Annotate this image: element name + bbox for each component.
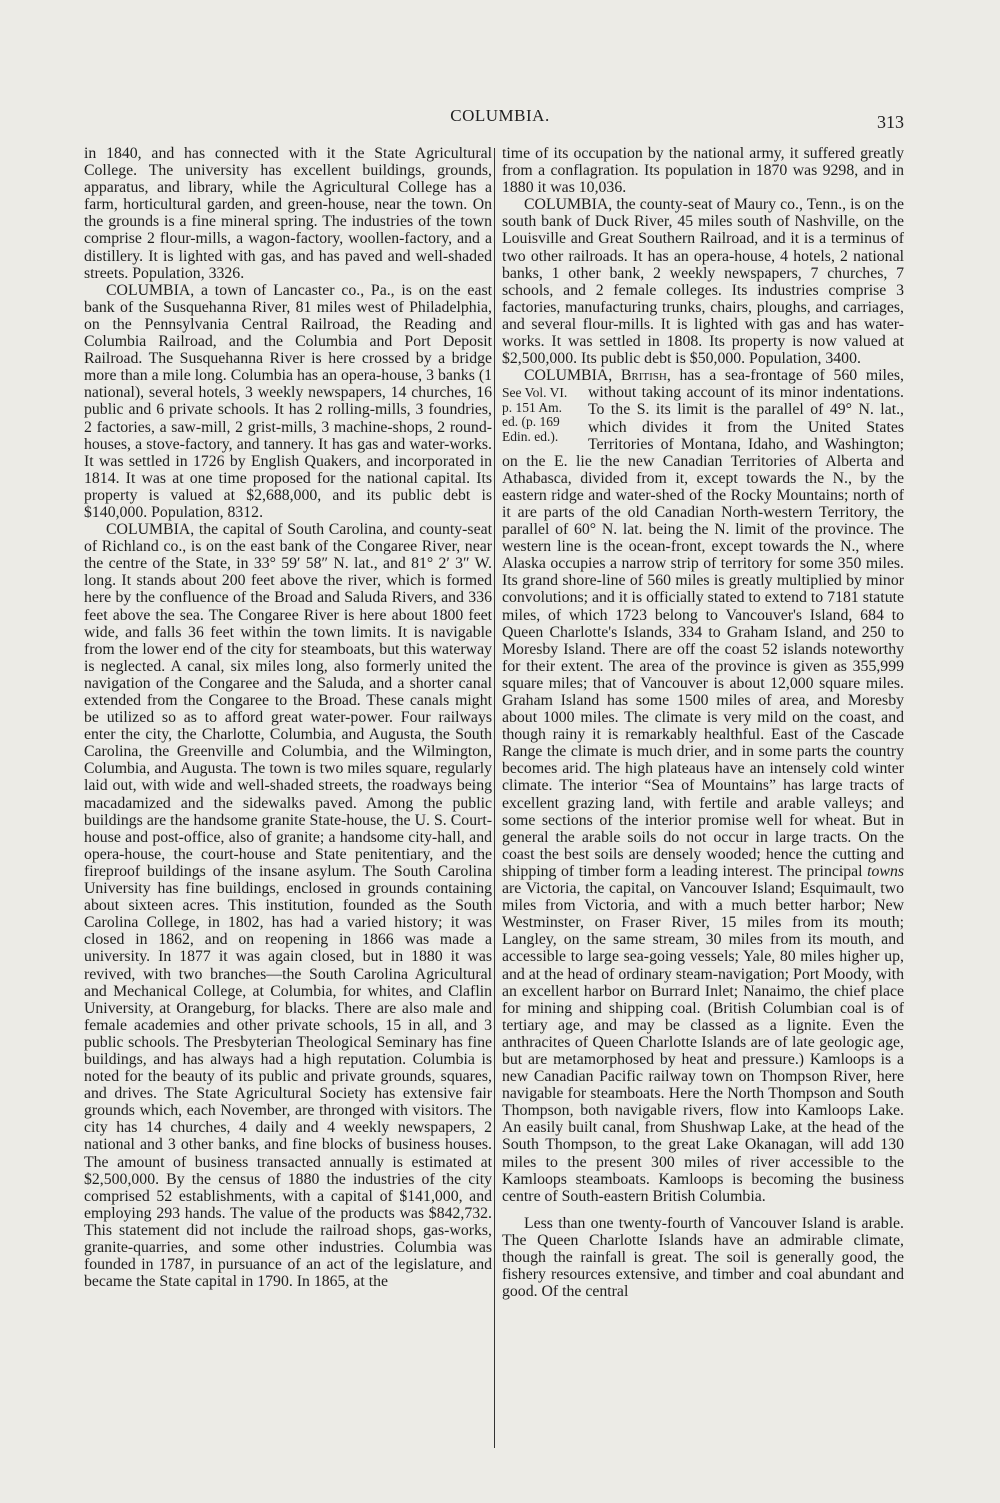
paragraph-gap bbox=[502, 1205, 904, 1215]
right-column bbox=[502, 145, 904, 1300]
paragraph-british-columbia bbox=[502, 367, 904, 1205]
entry-body: miles, without taking account of its minor indentations. To the S. its limit is the parallel of 49° N. lat., which divides it from the United States Territories of Montana, Idaho, and Washington; on the E. lie the new Canadian Territories of Alberta and Athabasca, divided from it, except towards the N., by the eastern ridge and water-shed of the Rocky Mountains; north of it are parts of the old Canadian North-western Territory, the parallel of 60° N. lat. being the N. limit of the province. The western line is the ocean-front, except towards the N., where Alaska occupies a narrow strip of territory for some 350 miles. Its grand shore-line of 560 miles is greatly multiplied by minor convolutions; and it is officially stated to extend to 7181 statute miles, of which 1723 belong to Vancouver's Island, 684 to Queen Charlotte's Islands, 334 to Graham Island, and 250 to Moresby Island. There are off the coast 52 islands noteworthy for their extent. The area of the province is given as 355,999 square miles; that of Vancouver is about 12,000 square miles. Graham Island has some 1500 miles of area, and Moresby about 1000 miles. The climate is very mild on the coast, and though rainy it is remarkably healthful. East of the Cascade Range the climate is much drier, and in some parts the country becomes arid. The high plateaus have an intensely cold winter climate. The interior “Sea of Mountains” has large tracts of excellent grazing land, with fertile and arable valleys; and some sections of the interior promise well for wheat. But in general the arable soils do not occur in large tracts. On the coast the best soils are densely wooded; hence the cutting and shipping of timber form a leading interest. The principal bbox=[502, 367, 904, 880]
column-divider bbox=[494, 148, 495, 1448]
entry-body-rest: are Victoria, the capital, on Vancouver Island; Esquimault, two miles from Victoria, and with a much better harbor; New Westminster, on Fraser River, 15 miles from its mouth; Langley, on the same stream, 30 miles from its mouth, and accessible to large sea-going vessels; Yale, 80 miles higher up, and at the head of ordinary steam-navigation; Port Moody, with an excellent harbor on Burrard Inlet; Nanaimo, the chief place for mining and shipping coal. (British Columbian coal is of tertiary age, and may be classed as a lignite. Even the anthracites of Queen Charlotte Islands are of late geologic age, but are metamorphosed by heat and pressure.) Kamloops is a new Canadian Pacific railway town on Thompson River, here navigable for steamboats. Here the North Thompson and South Thompson, both navigable rivers, flow into Kamloops Lake. An easily built canal, from Shushwap Lake, at the head of the South Thompson, to the great Lake Okanagan, will add 130 miles to the present 300 miles of river accessible to the Kamloops steamboats. Kamloops is becoming the business centre of South-eastern British Columbia. bbox=[502, 880, 904, 1205]
entry-intro: has a sea-frontage of 560 bbox=[679, 367, 858, 385]
paragraph-columbia-tenn: COLUMBIA, the county-seat of Maury co., Tenn., is on the south bank of Duck River, 45 miles south of Nashville, on the Louisville and Great Southern Railroad, and it is a terminus of two other railroads. It has an opera-house, 4 hotels, 2 national banks, 1 other bank, 2 weekly newspapers, 7 churches, 7 schools, and 2 female colleges. Its industries comprise 3 factories, manufacturing trunks, chairs, ploughs, and carriages, and several flour-mills. It is lighted with gas and has water-works. It was settled in 1808. Its property is now valued at $2,500,000. Its public debt is $50,000. Population, 3400. bbox=[502, 196, 904, 368]
entry-italic-towns: towns bbox=[867, 862, 905, 880]
entry-head: COLUMBIA, bbox=[524, 367, 613, 385]
page-number: 313 bbox=[877, 112, 904, 132]
paragraph-vancouver-island: Less than one twenty-fourth of Vancouver Island is arable. The Queen Charlotte Islands have an admirable climate, though the rainfall is great. The soil is generally good, the fishery resources extensive, and timber and coal abundant and good. Of the central bbox=[502, 1214, 904, 1301]
running-head: COLUMBIA. bbox=[450, 106, 550, 125]
paragraph-columbia-sc: COLUMBIA, the capital of South Carolina, and county-seat of Richland co., is on the east bank of the Congaree River, near the centre of the State, in 33° 59′ 58″ N. lat., and 81° 2′ 3″ W. long. It stands about 200 feet above the river, which is formed here by the confluence of the Broad and Saluda Rivers, and 336 feet above the sea. The Congaree River is here about 1800 feet wide, and falls 36 feet within the town limits. It is navigable from the lower end of the city for steamboats, but this waterway is neglected. A canal, six miles long, also formerly united the navigation of the Congaree and the Saluda, and a shorter canal extended from the Congaree to the Broad. These canals might be utilized so as to afford great water-power. Four railways enter the city, the Charlotte, Columbia, and Augusta, the South Carolina, the Greenville and Columbia, and the Wilmington, Columbia, and Augusta. The town is two miles square, regularly laid out, with wide and well-shaded streets, the roadways being macadamized and the sidewalks paved. Among the public buildings are the handsome granite State-house, the U. S. Court-house and post-office, also of granite; a handsome city-hall, and opera-house, the court-house and State penitentiary, and the fireproof buildings of the insane asylum. The South Carolina University has fine buildings, enclosed in grounds containing about sixteen acres. This institution, founded as the South Carolina College, in 1802, has had a varied history; it was closed in 1862, and on reopening in 1866 was made a university. In 1877 it was again closed, but in 1880 it was revived, with two branches—the South Carolina Agricultural and Mechanical College, at Columbia, for whites, and Claflin University, at Orangeburg, for blacks. There are also male and female academies and other private schools, 15 in all, and 3 public schools. The Presbyterian Theological Seminary has fine buildings, and has always had a high reputation. Columbia is noted for the beauty of its public and private grounds, squares, and drives. The State Agricultural Society has extensive fair grounds which, each November, are thronged with visitors. The city has 14 churches, 4 daily and 4 weekly newspapers, 2 national and 3 other banks, and fine blocks of business houses. The amount of business transacted annually is estimated at $2,500,000. By the census of 1880 the industries of the city comprised 52 establishments, with a capital of $141,000, and employing 293 hands. The value of the products was $842,732. This statement did not include the railroad shops, gas-works, granite-quarries, and some other industries. Columbia was founded in 1787, in pursuance of an act of the legislature, and became the State capital in 1790. In 1865, at the bbox=[84, 521, 492, 1291]
side-note-line: ed. (p. 169 bbox=[502, 414, 560, 430]
paragraph-columbia-sc-continued: time of its occupation by the national army, it suffered greatly from a conflagration. Its population in 1870 was 9298, and in 1880 it was 10,036. bbox=[502, 145, 904, 197]
side-note-line: See Vol. VI. bbox=[502, 385, 568, 401]
paragraph-columbia-pa: COLUMBIA, a town of Lancaster co., Pa., is on the east bank of the Susquehanna River, 81 miles west of Philadelphia, on the Pennsylvania Central Railroad, the Reading and Columbia Railroad, and the Columbia and Port Deposit Railroad. The Susquehanna River is here crossed by a bridge more than a mile long. Columbia has an opera-house, 3 banks (1 national), several hotels, 3 weekly newspapers, 14 churches, 16 public and 6 private schools. It has 2 rolling-mills, 3 foundries, 2 factories, a saw-mill, 2 grist-mills, 3 machine-shops, 2 round-houses, a stove-factory, and tannery. It has gas and water-works. It was settled in 1726 by English Quakers, and incorporated in 1814. It was at one time proposed for the national capital. Its property is valued at $2,688,000, and its public debt is $140,000. Population, 8312. bbox=[84, 281, 492, 521]
side-note-line: Edin. ed.). bbox=[502, 428, 559, 444]
side-note-reference bbox=[502, 386, 582, 444]
entry-head-british: British, bbox=[620, 367, 671, 385]
side-note-line: p. 151 Am. bbox=[502, 399, 563, 415]
paragraph-columbia-mo-continued: in 1840, and has connected with it the State Agricultural College. The university has excellent buildings, grounds, apparatus, and library, while the Agricultural College has a farm, horticultural garden, and green-house, near the town. On the grounds is a fine mineral spring. The industries of the town comprise 2 flour-mills, a wagon-factory, woollen-factory, and a distillery. It is lighted with gas, and has paved and well-shaded streets. Population, 3326. bbox=[84, 145, 492, 282]
left-column bbox=[84, 145, 492, 1290]
